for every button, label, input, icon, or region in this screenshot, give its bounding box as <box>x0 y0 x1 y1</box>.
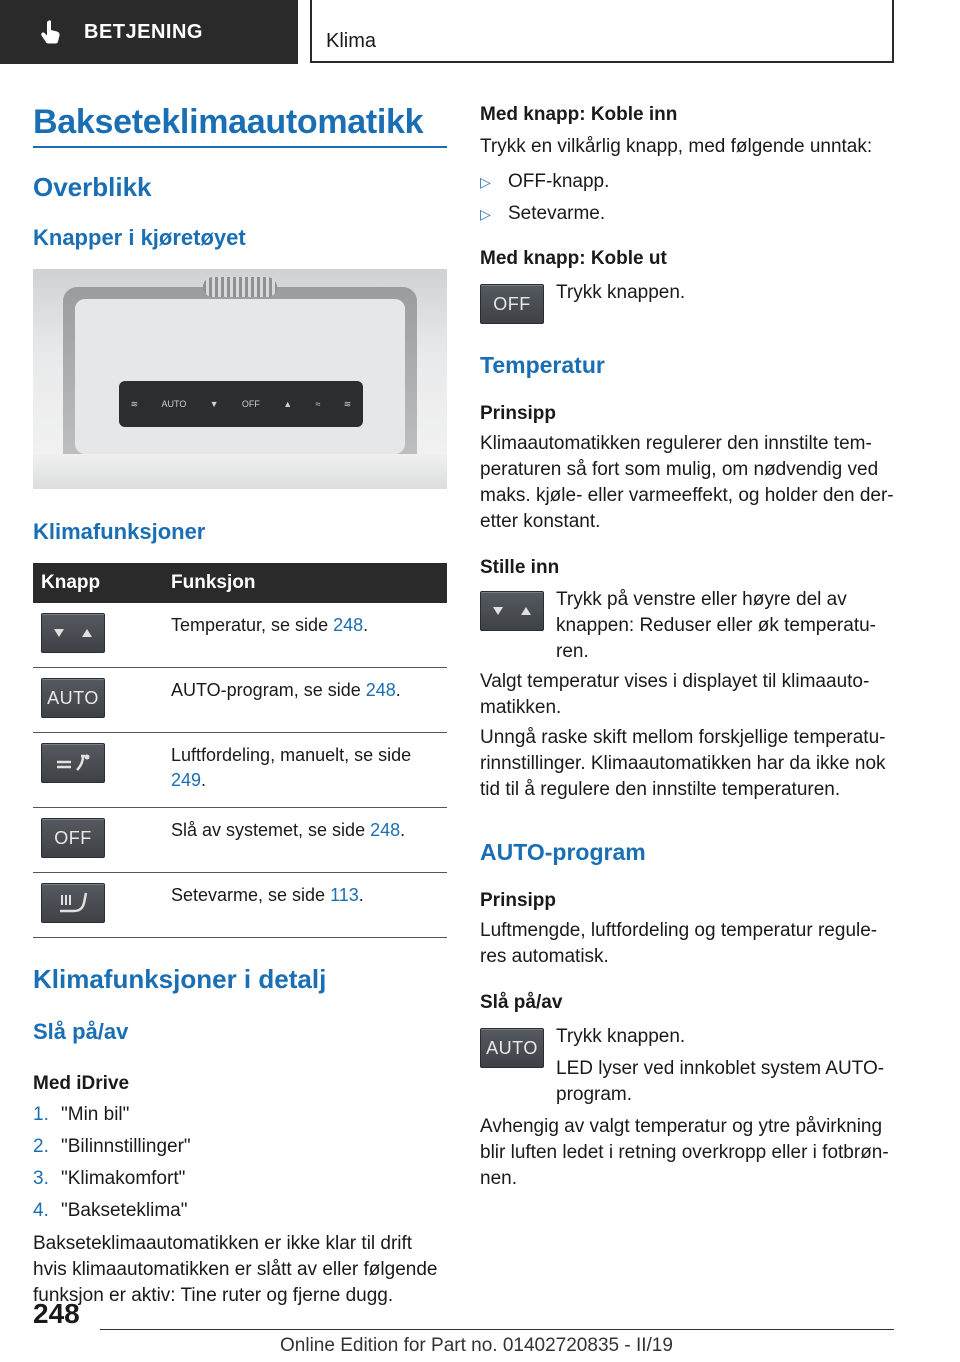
air-vent <box>203 277 277 297</box>
detail-heading: Klimafunksjoner i detalj <box>33 964 327 994</box>
principle2-heading: Prinsipp <box>480 890 557 911</box>
arrows-down-up-icon <box>480 591 544 631</box>
control-panel-photo <box>33 269 447 489</box>
page-title: Bakseteklimaautomatikk <box>33 103 424 141</box>
onoff-heading: Slå på/av <box>33 1019 129 1044</box>
list-item: 2. "Bilinnstillinger" <box>33 1136 191 1157</box>
air-distribution-icon <box>41 743 105 783</box>
column-header-button: Knapp <box>33 563 163 603</box>
principle-heading: Prinsipp <box>480 403 557 424</box>
function-text: Slå av systemet, se side <box>171 820 371 840</box>
set-heading: Stille inn <box>480 557 560 578</box>
table-row: Setevarme, se side 113. <box>33 873 447 938</box>
page-number: 248 <box>33 1298 80 1329</box>
table-row: OFF Slå av systemet, se side 248. <box>33 808 447 873</box>
right-column <box>480 104 900 1192</box>
function-text: Luftfordeling, manuelt, se side <box>171 745 412 765</box>
function-text: Setevarme, se side <box>171 885 331 905</box>
auto-paragraph: Avhengig av valgt temperatur og ytre påvirkning blir luften ledet i retning overkropp eller i fotbrøn-nen. <box>480 1116 889 1189</box>
off-icon: OFF <box>480 284 544 324</box>
functions-table <box>33 563 447 938</box>
function-text: Temperatur, se side <box>171 615 334 635</box>
list-item: 1. "Min bil" <box>33 1104 130 1125</box>
buttons-heading: Knapper i kjøretøyet <box>33 225 246 250</box>
footer-divider <box>100 1329 894 1330</box>
auto-onoff-heading: Slå på/av <box>480 992 563 1013</box>
list-item: 4. "Bakseteklima" <box>33 1200 188 1221</box>
arrows-down-up-icon <box>41 613 105 653</box>
exceptions-list <box>480 166 900 230</box>
page-link[interactable]: 249 <box>171 770 202 790</box>
idrive-steps <box>33 1099 447 1227</box>
temp-up-icon: ▲ <box>283 399 293 409</box>
functions-heading: Klimafunksjoner <box>33 519 206 544</box>
section-label: BETJENING <box>84 20 203 43</box>
temp-down-icon: ▼ <box>209 399 219 409</box>
auto-icon: AUTO <box>480 1028 544 1068</box>
page-link[interactable]: 248 <box>333 615 364 635</box>
column-header-function: Funksjon <box>163 563 447 603</box>
list-item: 3. "Klimakomfort" <box>33 1168 186 1189</box>
left-column <box>33 100 447 1309</box>
air-distribution-photo-icon: ≈ <box>315 399 321 409</box>
auto-led: LED lyser ved innkoblet system AUTO-program. <box>556 1058 885 1105</box>
auto-heading: AUTO-program <box>480 839 646 865</box>
seat-heating-icon <box>41 883 105 923</box>
table-row: Temperatur, se side 248. <box>33 603 447 668</box>
overview-heading: Overblikk <box>33 172 152 202</box>
note-text: Bakseteklimaautomatikken er ikke klar til drift hvis klimaautomatikken er slått av eller følgende funksjon er aktiv: Tine ruter og fjerne dugg. <box>33 1233 438 1306</box>
on-heading: Med knapp: Koble inn <box>480 104 678 125</box>
on-text: Trykk en vilkårlig knapp, med følgende unntak: <box>480 136 873 157</box>
title-divider <box>33 146 447 148</box>
triangle-bullet-icon: ▷ <box>480 174 491 190</box>
page-link[interactable]: 248 <box>370 820 401 840</box>
auto-icon: AUTO <box>41 678 105 718</box>
temp-principle: Klimaautomatikken regulerer den innstilte tem-peraturen så fort som mulig, om nødvendig ved maks. kjøle- eller varmeeffekt, og holder den der-etter konstant. <box>480 433 894 532</box>
function-text: AUTO-program, se side <box>171 680 366 700</box>
set-p3: Unngå raske skift mellom forskjellige temperatu-rinnstillinger. Klimaautomatikken har da ikke nok tid til å regulere den innstilte temperaturen. <box>480 727 886 800</box>
page-link[interactable]: 248 <box>365 680 396 700</box>
off-button-photo: OFF <box>241 399 260 409</box>
hand-pointer-icon <box>40 19 66 45</box>
auto-button-photo: AUTO <box>161 399 187 409</box>
temperature-heading: Temperatur <box>480 352 605 378</box>
set-p2: Valgt temperatur vises i displayet til klimaauto-matikken. <box>480 671 870 718</box>
off-text: Trykk knappen. <box>556 282 686 303</box>
list-item: ▷ Setevarme. <box>480 198 900 230</box>
auto-press: Trykk knappen. <box>556 1026 686 1047</box>
off-heading: Med knapp: Koble ut <box>480 248 667 269</box>
auto-principle: Luftmengde, luftfordeling og temperatur regule-res automatisk. <box>480 920 878 967</box>
list-item: ▷ OFF-knapp. <box>480 166 900 198</box>
table-row: Luftfordeling, manuelt, se side 249. <box>33 733 447 808</box>
edition-text: Online Edition for Part no. 01402720835 - II/19 <box>280 1335 673 1356</box>
off-icon: OFF <box>41 818 105 858</box>
chapter-label: Klima <box>326 30 377 52</box>
triangle-bullet-icon: ▷ <box>480 206 491 222</box>
set-text: Trykk på venstre eller høyre del av knappen: Reduser eller øk temperatu-ren. <box>556 589 876 662</box>
table-row: AUTO AUTO-program, se side 248. <box>33 668 447 733</box>
rear-climate-panel <box>119 381 363 427</box>
page-link[interactable]: 113 <box>330 885 359 905</box>
chapter-header <box>310 0 894 63</box>
idrive-heading: Med iDrive <box>33 1073 130 1094</box>
seat-heating-right-icon: ≋ <box>343 398 352 409</box>
seat-heating-left-icon: ≋ <box>130 398 139 409</box>
section-tab <box>0 0 298 64</box>
